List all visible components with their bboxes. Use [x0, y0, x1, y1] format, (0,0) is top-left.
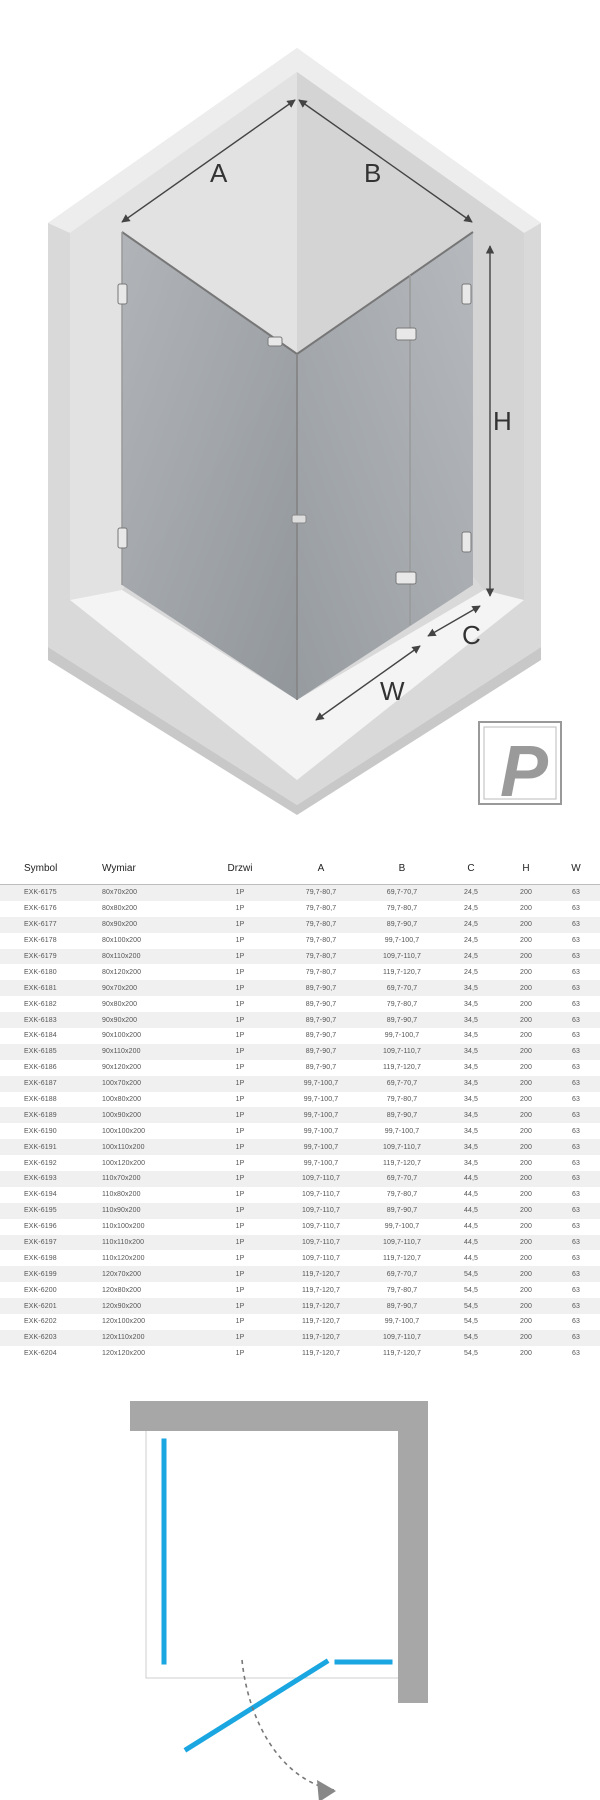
cell-c: 24,5 — [463, 937, 479, 945]
cell-drzwi: 1P — [200, 1107, 280, 1123]
cell-b: 89,7-90,7 — [362, 917, 442, 933]
cell-a: 79,7-80,7 — [305, 905, 337, 913]
cell-h: 200 — [500, 1266, 552, 1282]
cell-c: 24,5 — [463, 905, 479, 913]
cell-c: 24,5 — [442, 917, 500, 933]
cell-drzwi: 1P — [235, 1318, 245, 1326]
table-row — [0, 1235, 600, 1251]
cell-symbol: EXK-6195 — [0, 1203, 96, 1219]
cell-a: 99,7-100,7 — [280, 1139, 362, 1155]
cell-a: 109,7-110,7 — [302, 1254, 340, 1262]
cell-c: 34,5 — [442, 1139, 500, 1155]
cell-c: 24,5 — [442, 885, 500, 901]
cell-w: 63 — [572, 1191, 580, 1199]
cell-a: 109,7-110,7 — [280, 1171, 362, 1187]
cell-a: 119,7-120,7 — [280, 1330, 362, 1346]
table-row — [0, 1282, 600, 1298]
cell-c: 44,5 — [442, 1235, 500, 1251]
dimension-label-b: B — [364, 158, 382, 188]
table-row — [0, 917, 600, 933]
cell-wymiar: 80x80x200 — [102, 905, 138, 913]
cell-a: 79,7-80,7 — [305, 937, 337, 945]
cell-symbol: EXK-6194 — [24, 1191, 57, 1199]
cell-drzwi: 1P — [235, 1064, 245, 1072]
cell-b: 69,7-70,7 — [362, 980, 442, 996]
cell-w: 63 — [552, 1330, 600, 1346]
cell-w: 63 — [552, 1044, 600, 1060]
cell-drzwi: 1P — [235, 1223, 245, 1231]
cell-h: 200 — [520, 1032, 532, 1040]
cell-h: 200 — [520, 1064, 532, 1072]
cell-symbol: EXK-6184 — [24, 1032, 57, 1040]
cell-h: 200 — [520, 1318, 532, 1326]
cell-c: 34,5 — [442, 1012, 500, 1028]
cell-b: 79,7-80,7 — [386, 1096, 418, 1104]
table-body — [0, 885, 600, 1362]
cell-a: 119,7-120,7 — [280, 1298, 362, 1314]
cell-drzwi: 1P — [200, 1139, 280, 1155]
cell-w: 63 — [552, 917, 600, 933]
cell-h: 200 — [520, 1159, 532, 1167]
cell-b: 109,7-110,7 — [362, 1330, 442, 1346]
shower-enclosure-illustration — [0, 0, 600, 820]
cell-c: 44,5 — [463, 1191, 479, 1199]
header-c: C — [442, 858, 500, 885]
plan-view-diagram — [0, 1390, 600, 1800]
cell-h: 200 — [500, 917, 552, 933]
cell-b: 79,7-80,7 — [386, 1286, 418, 1294]
cell-wymiar: 110x100x200 — [102, 1223, 145, 1231]
cell-h: 200 — [500, 1298, 552, 1314]
cell-drzwi: 1P — [235, 1032, 245, 1040]
cell-wymiar: 100x120x200 — [102, 1159, 146, 1167]
cell-wymiar: 90x110x200 — [96, 1044, 200, 1060]
plan-glass — [164, 1441, 390, 1749]
cell-a: 119,7-120,7 — [302, 1286, 340, 1294]
cell-symbol: EXK-6198 — [24, 1254, 57, 1262]
cell-symbol: EXK-6183 — [0, 1012, 96, 1028]
spec-table — [0, 858, 600, 1362]
cell-a: 79,7-80,7 — [280, 917, 362, 933]
cell-wymiar: 120x90x200 — [96, 1298, 200, 1314]
dimension-label-a: A — [210, 158, 228, 188]
table-row — [0, 1330, 600, 1346]
cell-h: 200 — [500, 1012, 552, 1028]
cell-w: 63 — [572, 1032, 580, 1040]
cell-b: 69,7-70,7 — [362, 1171, 442, 1187]
table-row — [0, 885, 600, 901]
cell-drzwi: 1P — [235, 937, 245, 945]
cell-h: 200 — [520, 1191, 532, 1199]
cell-drzwi: 1P — [200, 1330, 280, 1346]
cell-w: 63 — [552, 1139, 600, 1155]
cell-drzwi: 1P — [235, 1286, 245, 1294]
cell-b: 99,7-100,7 — [384, 1032, 420, 1040]
cell-h: 200 — [500, 885, 552, 901]
cell-wymiar: 120x80x200 — [102, 1286, 142, 1294]
cell-symbol: EXK-6203 — [0, 1330, 96, 1346]
cell-drzwi: 1P — [235, 1096, 245, 1104]
cell-wymiar: 80x100x200 — [102, 937, 142, 945]
cell-w: 63 — [552, 1012, 600, 1028]
cell-symbol: EXK-6181 — [0, 980, 96, 996]
cell-b: 119,7-120,7 — [383, 1064, 421, 1072]
cell-h: 200 — [500, 1330, 552, 1346]
cell-a: 89,7-90,7 — [305, 1032, 337, 1040]
cell-symbol: EXK-6179 — [0, 949, 96, 965]
cell-symbol: EXK-6199 — [0, 1266, 96, 1282]
cell-w: 63 — [552, 949, 600, 965]
cell-drzwi: 1P — [200, 980, 280, 996]
cell-h: 200 — [520, 937, 532, 945]
cell-b: 69,7-70,7 — [362, 1076, 442, 1092]
cell-wymiar: 110x120x200 — [102, 1254, 145, 1262]
cell-h: 200 — [520, 905, 532, 913]
cell-c: 34,5 — [463, 1096, 479, 1104]
table-row — [0, 1346, 600, 1362]
cell-drzwi: 1P — [200, 1076, 280, 1092]
cell-c: 54,5 — [463, 1350, 479, 1358]
cell-wymiar: 100x80x200 — [102, 1096, 142, 1104]
cell-w: 63 — [572, 1159, 580, 1167]
cell-h: 200 — [500, 1235, 552, 1251]
cell-wymiar: 90x100x200 — [102, 1032, 142, 1040]
cell-h: 200 — [520, 1254, 532, 1262]
cell-symbol: EXK-6191 — [0, 1139, 96, 1155]
cell-c: 34,5 — [463, 1032, 479, 1040]
cell-drzwi: 1P — [200, 885, 280, 901]
cell-b: 109,7-110,7 — [362, 1235, 442, 1251]
cell-a: 99,7-100,7 — [303, 1127, 339, 1135]
table-row — [0, 1187, 600, 1203]
p-badge-letter: P — [500, 732, 549, 812]
cell-b: 109,7-110,7 — [362, 1044, 442, 1060]
cell-a: 79,7-80,7 — [280, 949, 362, 965]
cell-w: 63 — [572, 1350, 580, 1358]
cell-wymiar: 100x110x200 — [96, 1139, 200, 1155]
cell-wymiar: 120x70x200 — [96, 1266, 200, 1282]
table-row — [0, 1060, 600, 1076]
door-panel-open — [187, 1662, 326, 1749]
cell-h: 200 — [520, 1223, 532, 1231]
cell-c: 54,5 — [442, 1330, 500, 1346]
cell-h: 200 — [520, 1096, 532, 1104]
cell-b: 119,7-120,7 — [383, 1350, 421, 1358]
table-row — [0, 1314, 600, 1330]
cell-b: 99,7-100,7 — [384, 1318, 420, 1326]
cell-a: 99,7-100,7 — [303, 1096, 339, 1104]
cell-drzwi: 1P — [200, 1203, 280, 1219]
cell-c: 34,5 — [442, 1044, 500, 1060]
cell-h: 200 — [500, 949, 552, 965]
cell-c: 34,5 — [442, 1107, 500, 1123]
cell-wymiar: 80x120x200 — [102, 968, 142, 976]
cell-h: 200 — [500, 1044, 552, 1060]
cell-symbol: EXK-6185 — [0, 1044, 96, 1060]
cell-wymiar: 110x110x200 — [96, 1235, 200, 1251]
cell-w: 63 — [572, 1254, 580, 1262]
header-a: A — [280, 858, 362, 885]
cell-symbol: EXK-6204 — [24, 1350, 57, 1358]
cell-drzwi: 1P — [235, 968, 245, 976]
cell-wymiar: 110x90x200 — [96, 1203, 200, 1219]
cell-c: 34,5 — [442, 1076, 500, 1092]
cell-w: 63 — [552, 1235, 600, 1251]
table-row — [0, 1219, 600, 1235]
cell-wymiar: 120x120x200 — [102, 1350, 146, 1358]
cell-w: 63 — [572, 1000, 580, 1008]
cell-w: 63 — [572, 1286, 580, 1294]
door-handle-icon — [292, 515, 306, 523]
cell-b: 119,7-120,7 — [383, 968, 421, 976]
cell-b: 79,7-80,7 — [386, 1191, 418, 1199]
cell-h: 200 — [500, 1139, 552, 1155]
cell-c: 24,5 — [463, 968, 479, 976]
cell-h: 200 — [520, 1000, 532, 1008]
cell-symbol: EXK-6182 — [24, 1000, 57, 1008]
cell-w: 63 — [572, 1064, 580, 1072]
cell-h: 200 — [500, 980, 552, 996]
cell-symbol: EXK-6196 — [24, 1223, 57, 1231]
cell-a: 89,7-90,7 — [305, 1064, 337, 1072]
table-row — [0, 1012, 600, 1028]
header-drzwi: Drzwi — [200, 858, 280, 885]
cell-wymiar: 100x100x200 — [102, 1127, 146, 1135]
cell-c: 54,5 — [442, 1266, 500, 1282]
cell-b: 99,7-100,7 — [384, 1127, 420, 1135]
table-row — [0, 949, 600, 965]
cell-b: 99,7-100,7 — [384, 1223, 420, 1231]
cell-a: 109,7-110,7 — [302, 1191, 340, 1199]
cell-a: 89,7-90,7 — [305, 1000, 337, 1008]
table-row — [0, 901, 600, 917]
cell-wymiar: 120x100x200 — [102, 1318, 146, 1326]
cell-c: 24,5 — [442, 949, 500, 965]
cell-drzwi: 1P — [200, 917, 280, 933]
cell-a: 89,7-90,7 — [280, 1012, 362, 1028]
cell-w: 63 — [552, 980, 600, 996]
cell-symbol: EXK-6202 — [24, 1318, 57, 1326]
cell-b: 119,7-120,7 — [383, 1254, 421, 1262]
table-row — [0, 964, 600, 980]
cell-a: 99,7-100,7 — [280, 1107, 362, 1123]
cell-c: 34,5 — [442, 980, 500, 996]
cell-b: 89,7-90,7 — [362, 1107, 442, 1123]
cell-wymiar: 90x80x200 — [102, 1000, 138, 1008]
cell-drzwi: 1P — [235, 1127, 245, 1135]
cell-a: 109,7-110,7 — [280, 1203, 362, 1219]
table-row — [0, 980, 600, 996]
cell-a: 79,7-80,7 — [305, 968, 337, 976]
cell-b: 89,7-90,7 — [362, 1012, 442, 1028]
cell-h: 200 — [520, 1127, 532, 1135]
cell-h: 200 — [500, 1171, 552, 1187]
cell-w: 63 — [572, 1127, 580, 1135]
cell-w: 63 — [552, 885, 600, 901]
cell-h: 200 — [520, 1350, 532, 1358]
cell-symbol: EXK-6189 — [0, 1107, 96, 1123]
cell-c: 54,5 — [442, 1298, 500, 1314]
table-row — [0, 1139, 600, 1155]
cell-h: 200 — [500, 1203, 552, 1219]
dimension-label-h: H — [493, 406, 512, 436]
cell-wymiar: 90x120x200 — [102, 1064, 142, 1072]
cell-drzwi: 1P — [235, 1191, 245, 1199]
table-row — [0, 1155, 600, 1171]
cell-c: 44,5 — [442, 1171, 500, 1187]
cell-w: 63 — [572, 1096, 580, 1104]
cell-symbol: EXK-6177 — [0, 917, 96, 933]
dimension-label-w: W — [380, 676, 405, 706]
cell-symbol: EXK-6180 — [24, 968, 57, 976]
table-row — [0, 1092, 600, 1108]
cell-drzwi: 1P — [200, 1298, 280, 1314]
header-b: B — [362, 858, 442, 885]
cell-c: 44,5 — [442, 1203, 500, 1219]
table-row — [0, 1266, 600, 1282]
cell-b: 79,7-80,7 — [386, 905, 418, 913]
cell-c: 34,5 — [463, 1000, 479, 1008]
cell-wymiar: 80x110x200 — [96, 949, 200, 965]
cell-drzwi: 1P — [200, 1012, 280, 1028]
cell-b: 89,7-90,7 — [362, 1203, 442, 1219]
cell-drzwi: 1P — [235, 1000, 245, 1008]
cell-b: 109,7-110,7 — [362, 1139, 442, 1155]
table-row — [0, 1028, 600, 1044]
cell-a: 109,7-110,7 — [280, 1235, 362, 1251]
cell-b: 109,7-110,7 — [362, 949, 442, 965]
plan-walls — [130, 1401, 428, 1703]
cell-drzwi: 1P — [235, 905, 245, 913]
cell-symbol: EXK-6190 — [24, 1127, 57, 1135]
cell-b: 89,7-90,7 — [362, 1298, 442, 1314]
cell-w: 63 — [572, 1223, 580, 1231]
cell-a: 119,7-120,7 — [302, 1350, 340, 1358]
cell-c: 34,5 — [463, 1064, 479, 1072]
cell-b: 119,7-120,7 — [383, 1159, 421, 1167]
cell-c: 54,5 — [463, 1318, 479, 1326]
cell-b: 69,7-70,7 — [362, 885, 442, 901]
cell-wymiar: 90x90x200 — [96, 1012, 200, 1028]
cell-w: 63 — [572, 1318, 580, 1326]
cell-c: 54,5 — [463, 1286, 479, 1294]
cell-c: 34,5 — [463, 1127, 479, 1135]
table-row — [0, 996, 600, 1012]
swing-arc — [242, 1660, 334, 1790]
cell-drzwi: 1P — [200, 1235, 280, 1251]
cell-w: 63 — [552, 1266, 600, 1282]
cell-c: 44,5 — [463, 1223, 479, 1231]
cell-symbol: EXK-6175 — [0, 885, 96, 901]
cell-drzwi: 1P — [235, 1159, 245, 1167]
table-row — [0, 1298, 600, 1314]
cell-w: 63 — [552, 1076, 600, 1092]
cell-b: 69,7-70,7 — [362, 1266, 442, 1282]
cell-symbol: EXK-6187 — [0, 1076, 96, 1092]
cell-a: 119,7-120,7 — [280, 1266, 362, 1282]
cell-wymiar: 80x90x200 — [96, 917, 200, 933]
cell-h: 200 — [500, 1076, 552, 1092]
table-header-row — [0, 858, 600, 885]
cell-wymiar: 110x80x200 — [102, 1191, 141, 1199]
cell-wymiar: 120x110x200 — [96, 1330, 200, 1346]
cell-symbol: EXK-6201 — [0, 1298, 96, 1314]
cell-symbol: EXK-6193 — [0, 1171, 96, 1187]
table-row — [0, 1107, 600, 1123]
cell-wymiar: 100x70x200 — [96, 1076, 200, 1092]
table-row — [0, 1076, 600, 1092]
cell-symbol: EXK-6176 — [24, 905, 57, 913]
cell-symbol: EXK-6188 — [24, 1096, 57, 1104]
table-row — [0, 1250, 600, 1266]
cell-a: 99,7-100,7 — [280, 1076, 362, 1092]
cell-wymiar: 90x70x200 — [96, 980, 200, 996]
cell-symbol: EXK-6197 — [0, 1235, 96, 1251]
cell-w: 63 — [572, 905, 580, 913]
cell-c: 34,5 — [463, 1159, 479, 1167]
cell-drzwi: 1P — [200, 949, 280, 965]
cell-symbol: EXK-6186 — [24, 1064, 57, 1072]
cell-a: 79,7-80,7 — [280, 885, 362, 901]
cell-a: 119,7-120,7 — [302, 1318, 340, 1326]
cell-symbol: EXK-6192 — [24, 1159, 57, 1167]
table-row — [0, 1203, 600, 1219]
dimension-label-c: C — [462, 620, 481, 650]
table-row — [0, 1044, 600, 1060]
cell-wymiar: 110x70x200 — [96, 1171, 200, 1187]
cell-w: 63 — [552, 1107, 600, 1123]
cell-symbol: EXK-6200 — [24, 1286, 57, 1294]
table-row — [0, 1171, 600, 1187]
cell-drzwi: 1P — [235, 1350, 245, 1358]
header-wymiar: Wymiar — [96, 858, 200, 885]
cell-w: 63 — [572, 968, 580, 976]
cell-b: 99,7-100,7 — [384, 937, 420, 945]
cell-w: 63 — [572, 937, 580, 945]
cell-drzwi: 1P — [200, 1044, 280, 1060]
swing-arrow-icon — [317, 1780, 336, 1800]
cell-wymiar: 80x70x200 — [96, 885, 200, 901]
cell-h: 200 — [520, 1286, 532, 1294]
cell-h: 200 — [520, 968, 532, 976]
cell-a: 109,7-110,7 — [302, 1223, 340, 1231]
header-h: H — [500, 858, 552, 885]
header-w: W — [552, 858, 600, 885]
cell-a: 89,7-90,7 — [280, 1044, 362, 1060]
cell-drzwi: 1P — [200, 1171, 280, 1187]
cell-a: 99,7-100,7 — [303, 1159, 339, 1167]
table-row — [0, 933, 600, 949]
table-row — [0, 1123, 600, 1139]
header-symbol: Symbol — [0, 858, 96, 885]
cell-w: 63 — [552, 1171, 600, 1187]
cell-wymiar: 100x90x200 — [96, 1107, 200, 1123]
cell-symbol: EXK-6178 — [24, 937, 57, 945]
p-badge — [479, 722, 561, 812]
cell-c: 44,5 — [463, 1254, 479, 1262]
cell-h: 200 — [500, 1107, 552, 1123]
cell-a: 89,7-90,7 — [280, 980, 362, 996]
cell-drzwi: 1P — [200, 1266, 280, 1282]
cell-b: 79,7-80,7 — [386, 1000, 418, 1008]
cell-w: 63 — [552, 1203, 600, 1219]
cell-w: 63 — [552, 1298, 600, 1314]
cell-drzwi: 1P — [235, 1254, 245, 1262]
